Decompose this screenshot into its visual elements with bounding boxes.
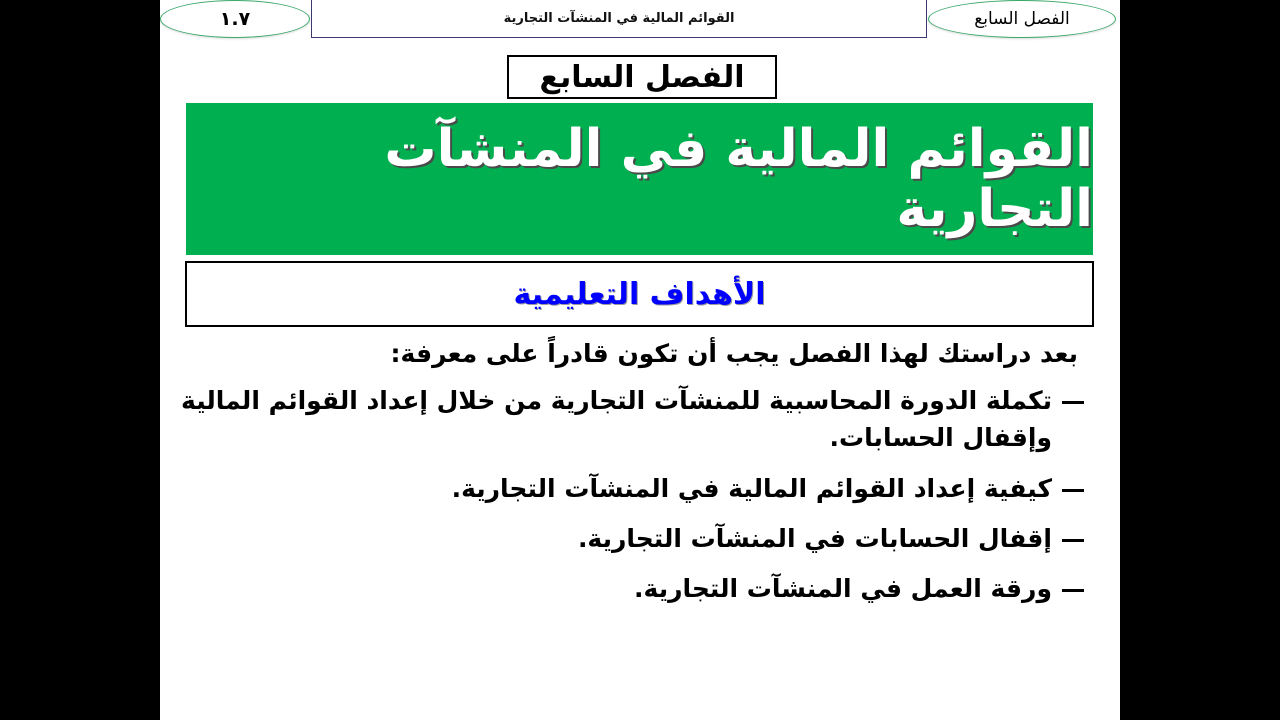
objective-item-3 (578, 521, 1084, 557)
title-banner (186, 103, 1093, 255)
objective-text: إقفال الحسابات في المنشآت التجارية. (577, 524, 1052, 553)
objective-text: كيفية إعداد القوائم المالية في المنشآت التجارية. (451, 474, 1052, 503)
running-header (311, 0, 927, 38)
objectives-heading-box (185, 261, 1094, 327)
dash-bullet-icon (1062, 589, 1084, 592)
objective-item-4 (634, 571, 1084, 607)
dash-bullet-icon (1062, 489, 1084, 492)
chapter-label-box (507, 55, 777, 99)
objective-item-1-continuation: وإقفال الحسابات. (829, 423, 1052, 452)
objective-text: ورقة العمل في المنشآت التجارية. (634, 574, 1052, 603)
page-title: القوائم المالية في المنشآت التجارية (384, 119, 1093, 239)
page-number: ١.٧ (219, 8, 251, 30)
chapter-tag-badge (928, 0, 1116, 38)
dash-bullet-icon (1062, 539, 1084, 542)
objective-item-2 (452, 471, 1084, 507)
objectives-heading: الأهداف التعليمية (513, 276, 766, 312)
slide (160, 0, 1120, 720)
chapter-tag: الفصل السابع (974, 9, 1070, 29)
objective-item-1 (181, 383, 1084, 419)
page-number-badge (160, 0, 310, 38)
running-title: القوائم المالية في المنشآت التجارية (503, 10, 735, 26)
objective-text: تكملة الدورة المحاسبية للمنشآت التجارية من خلال إعداد القوائم المالية (181, 386, 1052, 415)
dash-bullet-icon (1062, 401, 1084, 404)
intro-text: بعد دراستك لهذا الفصل يجب أن تكون قادراً على معرفة: (390, 339, 1078, 368)
chapter-label: الفصل السابع (539, 59, 745, 95)
